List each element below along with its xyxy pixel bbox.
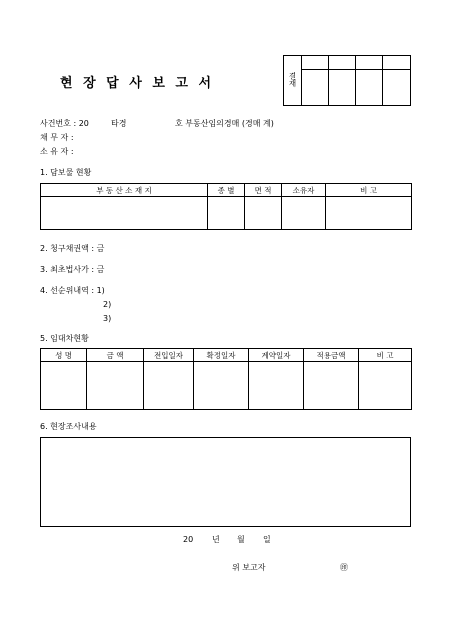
section5-heading: 5. 임대차현황 xyxy=(40,334,89,343)
col-amount: 금 액 xyxy=(87,349,144,362)
approval-signer-2-sign[interactable] xyxy=(329,70,356,106)
cell-owner[interactable] xyxy=(282,197,326,230)
cell-contract-date[interactable] xyxy=(249,362,304,410)
senior-item-2: 2) xyxy=(103,300,112,309)
col-applied-amount: 적용금액 xyxy=(304,349,359,362)
debtor-label: 채 무 자 : xyxy=(40,133,74,142)
col-contract-date: 계약일자 xyxy=(249,349,304,362)
senior-items-label: 4. 선순위내역 : 1) xyxy=(40,286,105,295)
cell-name[interactable] xyxy=(41,362,87,410)
cell-applied-amount[interactable] xyxy=(304,362,359,410)
col-name: 성 명 xyxy=(41,349,87,362)
cell-note[interactable] xyxy=(326,197,412,230)
footer-month-label: 월 xyxy=(237,535,245,544)
case-suffix: 호 부동산임의경매 (경매 계) xyxy=(175,119,274,128)
report-title: 현 장 답 사 보 고 서 xyxy=(60,76,215,91)
col-owner: 소유자 xyxy=(282,184,326,197)
seal-mark: ㊞ xyxy=(340,563,348,572)
footer-year-prefix: 20 xyxy=(183,535,194,544)
case-number-label: 사건번호 : 20 xyxy=(40,119,89,128)
initial-price-label: 3. 최초법사가 : 금 xyxy=(40,265,105,274)
col-area: 면 적 xyxy=(245,184,282,197)
col-move-in-date: 전입일자 xyxy=(144,349,194,362)
approval-signer-1-sign[interactable] xyxy=(302,70,329,106)
cell-type[interactable] xyxy=(208,197,245,230)
approval-label-cell xyxy=(284,56,302,106)
approval-signer-4-sign[interactable] xyxy=(383,70,411,106)
case-type: 타경 xyxy=(111,119,127,128)
owner-label: 소 유 자 : xyxy=(40,147,74,156)
col-fixed-date: 확정일자 xyxy=(194,349,249,362)
cell-address[interactable] xyxy=(41,197,208,230)
section6-heading: 6. 현장조사내용 xyxy=(40,422,97,431)
cell-move-in-date[interactable] xyxy=(144,362,194,410)
collateral-table xyxy=(40,183,412,230)
lease-table xyxy=(40,348,412,410)
cell-fixed-date[interactable] xyxy=(194,362,249,410)
col-type: 종 별 xyxy=(208,184,245,197)
footer-day-label: 일 xyxy=(263,535,271,544)
section1-heading: 1. 담보물 현황 xyxy=(40,168,92,177)
approval-signer-3-sign[interactable] xyxy=(356,70,383,106)
approval-signer-1-title[interactable] xyxy=(302,56,329,70)
approval-label: 결재 xyxy=(288,72,297,87)
claim-amount-label: 2. 청구채권액 : 금 xyxy=(40,244,105,253)
cell-area[interactable] xyxy=(245,197,282,230)
approval-signer-3-title[interactable] xyxy=(356,56,383,70)
cell-amount[interactable] xyxy=(87,362,144,410)
approval-signer-4-title[interactable] xyxy=(383,56,411,70)
col-remarks: 비 고 xyxy=(359,349,412,362)
footer-year-label: 년 xyxy=(212,535,220,544)
senior-item-3: 3) xyxy=(103,314,112,323)
col-address: 부 동 산 소 재 지 xyxy=(41,184,208,197)
cell-remarks[interactable] xyxy=(359,362,412,410)
inspection-content-box[interactable] xyxy=(40,437,411,527)
reporter-label: 위 보고자 xyxy=(232,563,266,572)
col-note: 비 고 xyxy=(326,184,412,197)
approval-signer-2-title[interactable] xyxy=(329,56,356,70)
